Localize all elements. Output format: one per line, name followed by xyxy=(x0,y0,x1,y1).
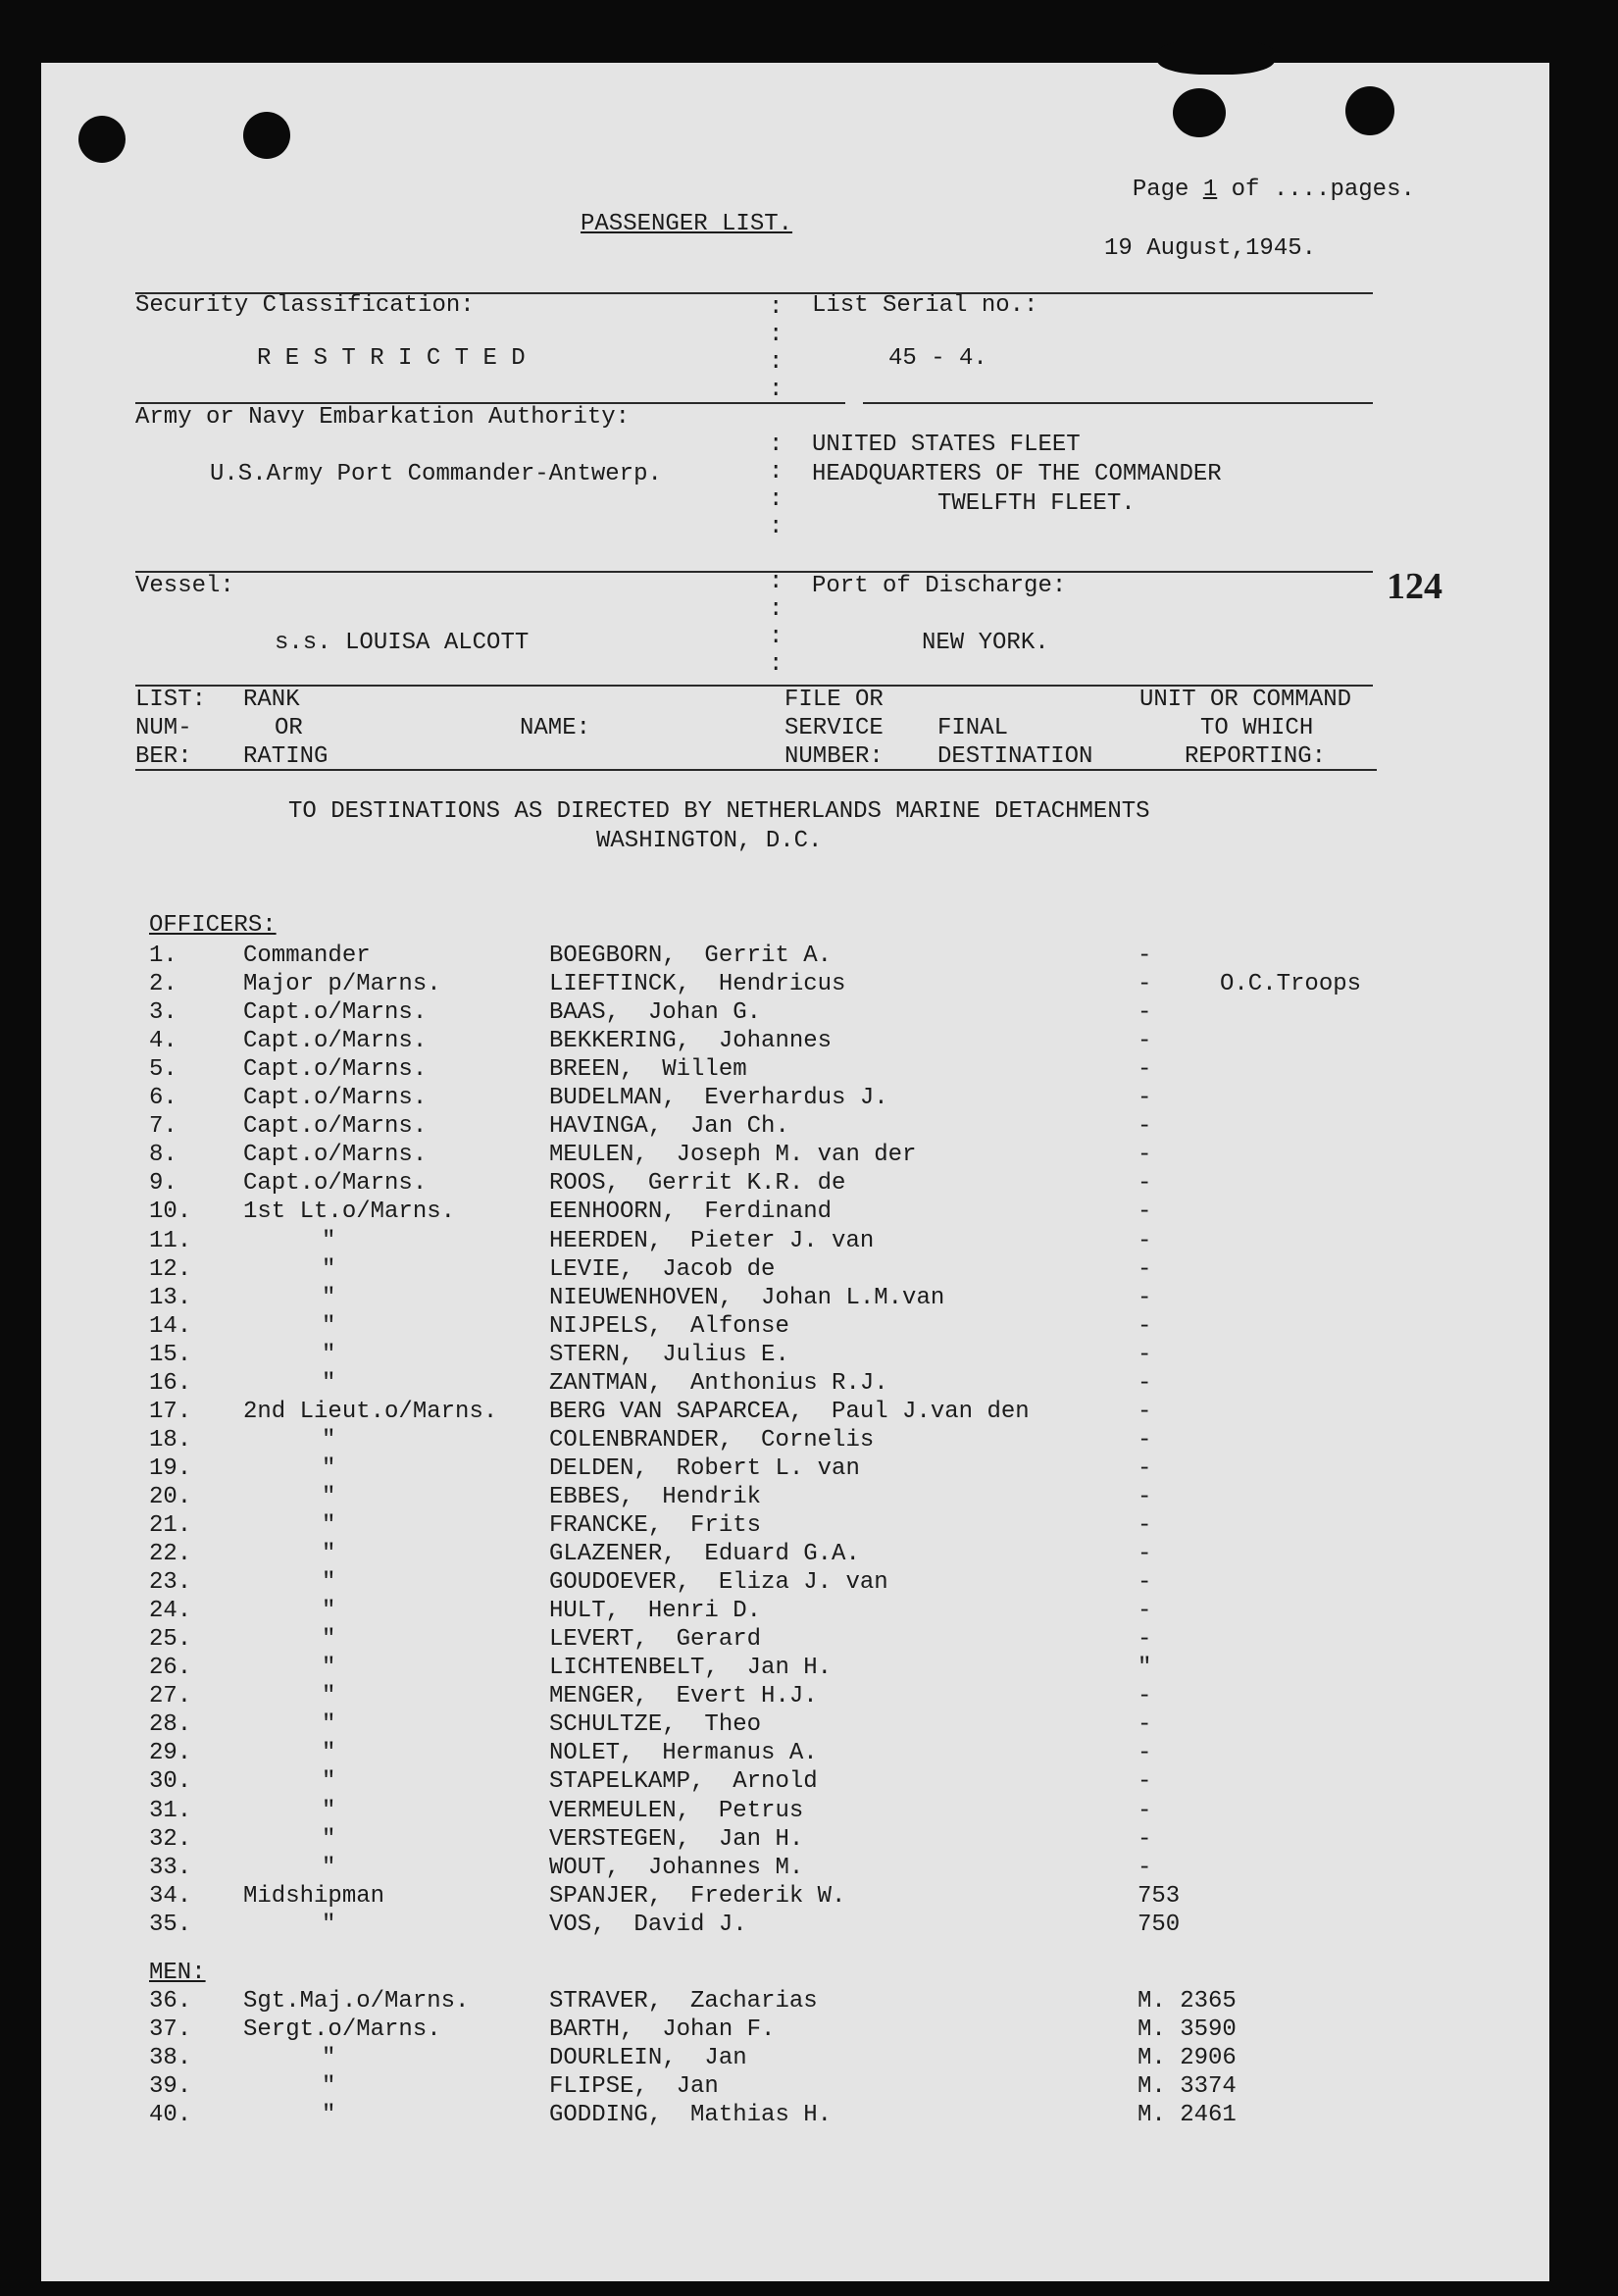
rank-cell: " xyxy=(322,1454,336,1482)
rank-cell: Sgt.Maj.o/Marns. xyxy=(243,1988,470,2015)
col-destination-2: DESTINATION xyxy=(937,743,1093,770)
col-list-number-2: NUM- xyxy=(135,715,192,741)
list-number: 30. xyxy=(149,1768,192,1796)
col-file-2: SERVICE xyxy=(784,715,884,741)
rank-cell: " xyxy=(322,1227,336,1254)
service-number-cell: M. 3374 xyxy=(1138,2073,1237,2101)
rank-cell: Major p/Marns. xyxy=(243,971,441,998)
rank-cell: Commander xyxy=(243,943,371,969)
list-row xyxy=(0,1854,1618,1882)
name-cell: HEERDEN, Pieter J. van xyxy=(549,1227,875,1254)
list-number: 3. xyxy=(149,999,177,1027)
service-number-cell: 750 xyxy=(1138,1911,1181,1938)
authority-value: U.S.Army Port Commander-Antwerp. xyxy=(210,461,662,487)
list-number: 12. xyxy=(149,1255,192,1283)
rank-cell: Capt.o/Marns. xyxy=(243,1085,428,1112)
list-row xyxy=(0,1227,1618,1255)
name-cell: MEULEN, Joseph M. van der xyxy=(549,1142,917,1169)
service-number-cell: - xyxy=(1138,971,1152,998)
name-cell: SCHULTZE, Theo xyxy=(549,1711,762,1739)
rank-cell: Capt.o/Marns. xyxy=(243,1056,428,1084)
rank-cell: " xyxy=(322,2045,336,2072)
rank-cell: Capt.o/Marns. xyxy=(243,999,428,1027)
name-cell: COLENBRANDER, Cornelis xyxy=(549,1426,875,1454)
service-number-cell: - xyxy=(1138,1683,1152,1710)
list-number: 7. xyxy=(149,1113,177,1141)
name-cell: ROOS, Gerrit K.R. de xyxy=(549,1170,846,1198)
list-row xyxy=(0,1398,1618,1426)
list-number: 22. xyxy=(149,1541,192,1568)
men-heading: MEN: xyxy=(149,1960,206,1986)
rank-cell: " xyxy=(322,1569,336,1597)
list-row xyxy=(0,1987,1618,2015)
list-number: 40. xyxy=(149,2102,192,2129)
list-number: 34. xyxy=(149,1882,192,1910)
document-date: 19 August,1945. xyxy=(1104,235,1317,262)
col-unit-2: TO WHICH xyxy=(1200,715,1314,741)
list-row xyxy=(0,1055,1618,1084)
directive-line-1: TO DESTINATIONS AS DIRECTED BY NETHERLANDS MARINE DETACHMENTS xyxy=(288,798,1150,825)
name-cell: BREEN, Willem xyxy=(549,1056,747,1084)
rank-cell: " xyxy=(322,1825,336,1853)
list-number: 37. xyxy=(149,2016,192,2044)
rank-cell: " xyxy=(322,1683,336,1710)
service-number-cell: - xyxy=(1138,943,1152,969)
security-label: Security Classification: xyxy=(135,292,475,319)
list-number: 23. xyxy=(149,1569,192,1597)
serial-label: List Serial no.: xyxy=(812,292,1038,319)
name-cell: HAVINGA, Jan Ch. xyxy=(549,1113,789,1141)
list-number: 19. xyxy=(149,1454,192,1482)
rank-cell: " xyxy=(322,1284,336,1311)
service-number-cell: M. 3590 xyxy=(1138,2016,1237,2044)
rank-cell: " xyxy=(322,1369,336,1397)
list-row xyxy=(0,1540,1618,1568)
name-cell: BEKKERING, Johannes xyxy=(549,1028,833,1055)
col-unit-3: REPORTING: xyxy=(1185,743,1327,770)
col-rank-2: OR xyxy=(275,715,303,741)
serial-value: 45 - 4. xyxy=(888,345,987,372)
list-number: 39. xyxy=(149,2073,192,2101)
service-number-cell: - xyxy=(1138,1284,1152,1311)
list-number: 31. xyxy=(149,1797,192,1824)
officers-heading: OFFICERS: xyxy=(149,912,277,939)
page-prefix: Page xyxy=(1132,177,1203,203)
rank-cell: Capt.o/Marns. xyxy=(243,1113,428,1141)
list-number: 16. xyxy=(149,1369,192,1397)
name-cell: BAAS, Johan G. xyxy=(549,999,762,1027)
torn-edge-top xyxy=(1157,39,1275,75)
list-number: 5. xyxy=(149,1056,177,1084)
list-number: 26. xyxy=(149,1655,192,1682)
name-cell: GODDING, Mathias H. xyxy=(549,2102,833,2129)
list-row xyxy=(0,1141,1618,1169)
service-number-cell: - xyxy=(1138,1854,1152,1881)
name-cell: DOURLEIN, Jan xyxy=(549,2045,747,2072)
list-row xyxy=(0,1341,1618,1369)
name-cell: ZANTMAN, Anthonius R.J. xyxy=(549,1369,888,1397)
list-number: 29. xyxy=(149,1740,192,1767)
list-row xyxy=(0,1426,1618,1454)
unit-cell: O.C.Troops xyxy=(1220,971,1362,998)
rank-cell: " xyxy=(322,1854,336,1881)
rank-cell: " xyxy=(322,1711,336,1739)
name-cell: MENGER, Evert H.J. xyxy=(549,1683,818,1710)
rank-cell: Capt.o/Marns. xyxy=(243,1142,428,1169)
col-name: NAME: xyxy=(520,715,591,741)
name-cell: LICHTENBELT, Jan H. xyxy=(549,1655,833,1682)
service-number-cell: - xyxy=(1138,1454,1152,1482)
fleet-line-2: HEADQUARTERS OF THE COMMANDER xyxy=(812,461,1222,487)
list-number: 25. xyxy=(149,1626,192,1654)
list-row xyxy=(0,1682,1618,1710)
name-cell: VOS, David J. xyxy=(549,1911,747,1938)
list-number: 8. xyxy=(149,1142,177,1169)
list-row xyxy=(0,1625,1618,1654)
col-list-number-1: LIST: xyxy=(135,687,207,713)
name-cell: GLAZENER, Eduard G.A. xyxy=(549,1541,860,1568)
list-number: 15. xyxy=(149,1341,192,1368)
col-file-3: NUMBER: xyxy=(784,743,884,770)
security-value: R E S T R I C T E D xyxy=(257,345,526,372)
list-number: 10. xyxy=(149,1199,192,1226)
service-number-cell: - xyxy=(1138,1227,1152,1254)
service-number-cell: - xyxy=(1138,1056,1152,1084)
list-number: 21. xyxy=(149,1512,192,1539)
name-cell: STERN, Julius E. xyxy=(549,1341,789,1368)
stamp-number: 124 xyxy=(1387,566,1442,607)
rank-cell: 1st Lt.o/Marns. xyxy=(243,1199,456,1226)
name-cell: SPANJER, Frederik W. xyxy=(549,1882,846,1910)
service-number-cell: - xyxy=(1138,1369,1152,1397)
list-row xyxy=(0,1255,1618,1284)
list-number: 2. xyxy=(149,971,177,998)
service-number-cell: - xyxy=(1138,1711,1152,1739)
name-cell: NOLET, Hermanus A. xyxy=(549,1740,818,1767)
service-number-cell: - xyxy=(1138,1825,1152,1853)
name-cell: BUDELMAN, Everhardus J. xyxy=(549,1085,888,1112)
name-cell: VERMEULEN, Petrus xyxy=(549,1797,804,1824)
service-number-cell: - xyxy=(1138,999,1152,1027)
col-file-1: FILE OR xyxy=(784,687,884,713)
service-number-cell: - xyxy=(1138,1426,1152,1454)
rank-cell: " xyxy=(322,1483,336,1510)
rank-cell: " xyxy=(322,1911,336,1938)
rule-serial-bottom xyxy=(863,402,1373,404)
list-row xyxy=(0,942,1618,970)
punch-hole-left-1 xyxy=(78,116,126,163)
name-cell: EBBES, Hendrik xyxy=(549,1483,762,1510)
list-row xyxy=(0,2015,1618,2044)
rank-cell: Capt.o/Marns. xyxy=(243,1028,428,1055)
list-number: 14. xyxy=(149,1312,192,1340)
list-row xyxy=(0,998,1618,1027)
punch-hole-right-1 xyxy=(1173,88,1226,137)
name-cell: HULT, Henri D. xyxy=(549,1598,762,1625)
service-number-cell: - xyxy=(1138,1598,1152,1625)
list-number: 32. xyxy=(149,1825,192,1853)
rank-cell: " xyxy=(322,1426,336,1454)
name-cell: BOEGBORN, Gerrit A. xyxy=(549,943,833,969)
service-number-cell: - xyxy=(1138,1170,1152,1198)
service-number-cell: M. 2461 xyxy=(1138,2102,1237,2129)
service-number-cell: - xyxy=(1138,1569,1152,1597)
name-cell: STRAVER, Zacharias xyxy=(549,1988,818,2015)
rule-authority-bottom xyxy=(135,571,1373,573)
list-number: 35. xyxy=(149,1911,192,1938)
name-cell: FRANCKE, Frits xyxy=(549,1512,762,1539)
list-number: 9. xyxy=(149,1170,177,1198)
list-row xyxy=(0,1654,1618,1682)
list-row xyxy=(0,2072,1618,2101)
col-list-number-3: BER: xyxy=(135,743,192,770)
punch-hole-right-2 xyxy=(1345,86,1394,135)
rank-cell: " xyxy=(322,1341,336,1368)
name-cell: LIEFTINCK, Hendricus xyxy=(549,971,846,998)
page-suffix: of ....pages. xyxy=(1217,177,1415,203)
service-number-cell: M. 2906 xyxy=(1138,2045,1237,2072)
rank-cell: " xyxy=(322,1655,336,1682)
name-cell: NIEUWENHOVEN, Johan L.M.van xyxy=(549,1284,945,1311)
list-row xyxy=(0,1739,1618,1767)
list-row xyxy=(0,1169,1618,1198)
discharge-value: NEW YORK. xyxy=(922,630,1049,656)
list-number: 36. xyxy=(149,1988,192,2015)
rank-cell: " xyxy=(322,1797,336,1824)
list-row xyxy=(0,1797,1618,1825)
list-number: 24. xyxy=(149,1598,192,1625)
list-row xyxy=(0,1825,1618,1854)
col-rank-3: RATING xyxy=(243,743,329,770)
name-cell: WOUT, Johannes M. xyxy=(549,1854,804,1881)
col-rank-1: RANK xyxy=(243,687,300,713)
service-number-cell: - xyxy=(1138,1142,1152,1169)
list-row xyxy=(0,1112,1618,1141)
list-row xyxy=(0,1710,1618,1739)
list-row xyxy=(0,1084,1618,1112)
service-number-cell: - xyxy=(1138,1483,1152,1510)
service-number-cell: - xyxy=(1138,1113,1152,1141)
list-number: 13. xyxy=(149,1284,192,1311)
service-number-cell: M. 2365 xyxy=(1138,1988,1237,2015)
list-row xyxy=(0,970,1618,998)
list-row xyxy=(0,1511,1618,1540)
list-row xyxy=(0,2044,1618,2072)
list-row xyxy=(0,1911,1618,1939)
document-title: PASSENGER LIST. xyxy=(581,211,793,237)
list-row xyxy=(0,1767,1618,1796)
name-cell: BERG VAN SAPARCEA, Paul J.van den xyxy=(549,1398,1030,1425)
list-number: 20. xyxy=(149,1483,192,1510)
rank-cell: " xyxy=(322,1598,336,1625)
service-number-cell: - xyxy=(1138,1626,1152,1654)
separator-column: : : : : : : : : : : : : xyxy=(769,294,784,678)
list-row xyxy=(0,1568,1618,1597)
list-number: 27. xyxy=(149,1683,192,1710)
list-row xyxy=(0,1369,1618,1398)
discharge-label: Port of Discharge: xyxy=(812,573,1067,599)
service-number-cell: - xyxy=(1138,1028,1152,1055)
vessel-label: Vessel: xyxy=(135,573,234,599)
service-number-cell: - xyxy=(1138,1512,1152,1539)
list-row xyxy=(0,1882,1618,1911)
name-cell: VERSTEGEN, Jan H. xyxy=(549,1825,804,1853)
list-number: 6. xyxy=(149,1085,177,1112)
rank-cell: " xyxy=(322,1626,336,1654)
page-number: 1 xyxy=(1202,177,1218,203)
service-number-cell: - xyxy=(1138,1797,1152,1824)
name-cell: LEVIE, Jacob de xyxy=(549,1255,776,1283)
service-number-cell: - xyxy=(1138,1255,1152,1283)
authority-label: Army or Navy Embarkation Authority: xyxy=(135,404,631,431)
name-cell: NIJPELS, Alfonse xyxy=(549,1312,789,1340)
service-number-cell: - xyxy=(1138,1312,1152,1340)
rank-cell: " xyxy=(322,1541,336,1568)
rank-cell: " xyxy=(322,1255,336,1283)
list-row xyxy=(0,1483,1618,1511)
list-row xyxy=(0,1597,1618,1625)
service-number-cell: - xyxy=(1138,1199,1152,1226)
vessel-value: s.s. LOUISA ALCOTT xyxy=(275,630,530,656)
service-number-cell: - xyxy=(1138,1541,1152,1568)
service-number-cell: - xyxy=(1138,1341,1152,1368)
list-number: 28. xyxy=(149,1711,192,1739)
list-row xyxy=(0,1312,1618,1341)
service-number-cell: 753 xyxy=(1138,1882,1181,1910)
list-row xyxy=(0,1027,1618,1055)
rank-cell: Midshipman xyxy=(243,1882,385,1910)
list-row xyxy=(0,1284,1618,1312)
list-row xyxy=(0,2101,1618,2129)
fleet-line-1: UNITED STATES FLEET xyxy=(812,432,1081,458)
col-destination-1: FINAL xyxy=(937,715,1009,741)
list-row xyxy=(0,1454,1618,1483)
list-number: 4. xyxy=(149,1028,177,1055)
service-number-cell: " xyxy=(1138,1655,1152,1682)
rank-cell: " xyxy=(322,1740,336,1767)
name-cell: FLIPSE, Jan xyxy=(549,2073,719,2101)
punch-hole-left-2 xyxy=(243,112,290,159)
service-number-cell: - xyxy=(1138,1085,1152,1112)
rank-cell: " xyxy=(322,2102,336,2129)
rank-cell: Sergt.o/Marns. xyxy=(243,2016,441,2044)
list-row xyxy=(0,1198,1618,1226)
service-number-cell: - xyxy=(1138,1398,1152,1425)
list-number: 1. xyxy=(149,943,177,969)
name-cell: DELDEN, Robert L. van xyxy=(549,1454,860,1482)
name-cell: GOUDOEVER, Eliza J. van xyxy=(549,1569,888,1597)
name-cell: BARTH, Johan F. xyxy=(549,2016,776,2044)
name-cell: LEVERT, Gerard xyxy=(549,1626,762,1654)
rank-cell: " xyxy=(322,1768,336,1796)
col-unit-1: UNIT OR COMMAND xyxy=(1139,687,1352,713)
fleet-line-3: TWELFTH FLEET. xyxy=(937,490,1136,517)
directive-line-2: WASHINGTON, D.C. xyxy=(596,828,823,854)
page-counter xyxy=(1104,149,1415,204)
service-number-cell: - xyxy=(1138,1740,1152,1767)
name-cell: EENHOORN, Ferdinand xyxy=(549,1199,833,1226)
rank-cell: " xyxy=(322,2073,336,2101)
list-number: 17. xyxy=(149,1398,192,1425)
list-number: 11. xyxy=(149,1227,192,1254)
rank-cell: 2nd Lieut.o/Marns. xyxy=(243,1398,498,1425)
rank-cell: " xyxy=(322,1312,336,1340)
list-number: 38. xyxy=(149,2045,192,2072)
list-number: 18. xyxy=(149,1426,192,1454)
name-cell: STAPELKAMP, Arnold xyxy=(549,1768,818,1796)
service-number-cell: - xyxy=(1138,1768,1152,1796)
rank-cell: Capt.o/Marns. xyxy=(243,1170,428,1198)
rank-cell: " xyxy=(322,1512,336,1539)
list-number: 33. xyxy=(149,1854,192,1881)
